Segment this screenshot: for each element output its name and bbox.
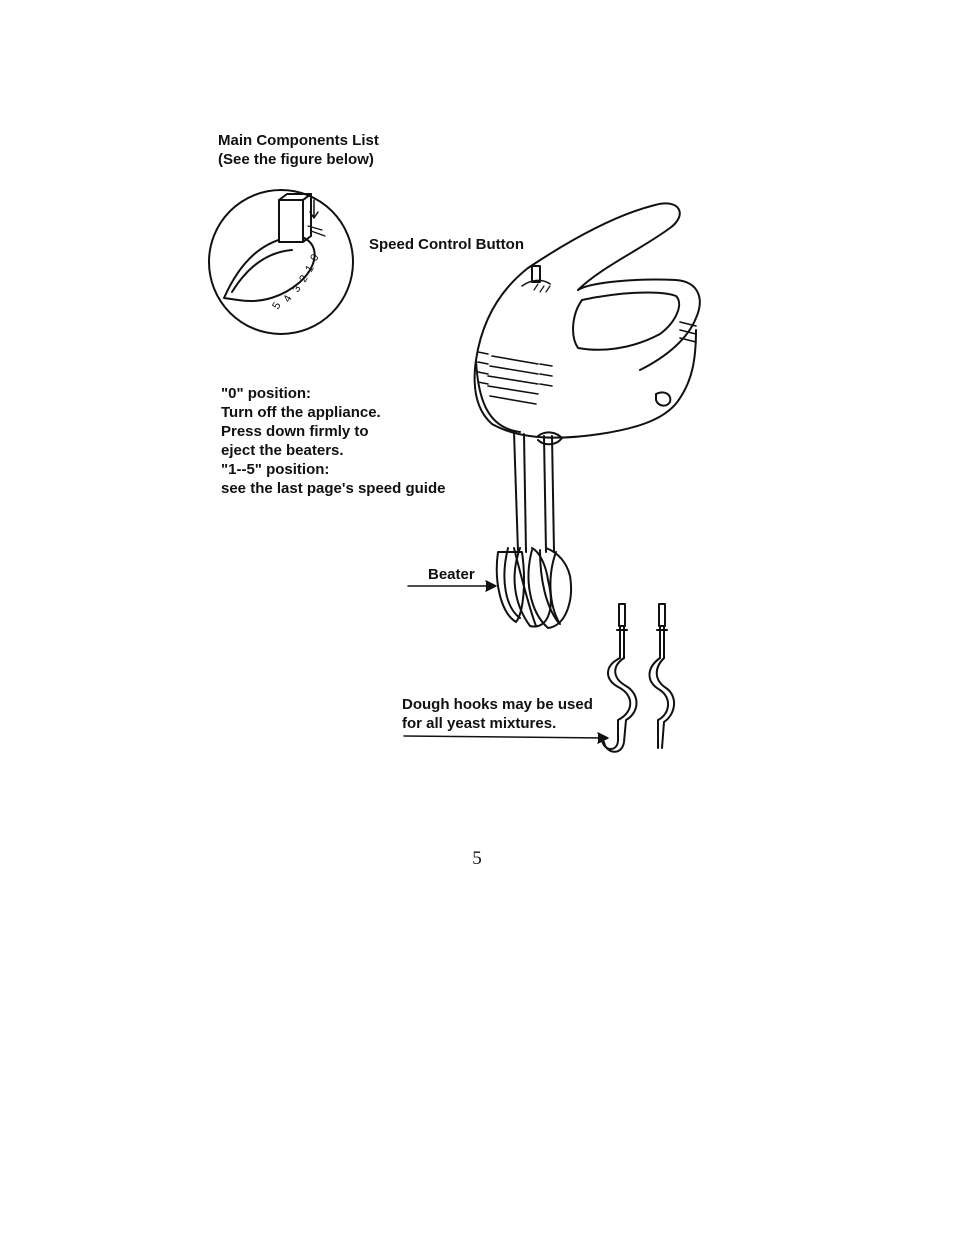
- position-note-line4: eject the beaters.: [221, 442, 344, 459]
- dough-hook-label: [402, 695, 593, 733]
- hand-mixer-icon: [475, 203, 700, 628]
- position-note-line6: see the last page's speed guide: [221, 480, 446, 497]
- position-note-line2: Turn off the appliance.: [221, 404, 381, 421]
- speed-dial-closeup-icon: [209, 190, 353, 334]
- dough-hook-label-line1: Dough hooks may be used: [402, 696, 593, 713]
- components-header-line1: Main Components List: [218, 132, 379, 149]
- position-note-line3: Press down firmly to: [221, 423, 369, 440]
- svg-text:2: 2: [297, 273, 311, 285]
- position-notes: [221, 384, 445, 498]
- page-number: 5: [472, 848, 482, 869]
- svg-text:0: 0: [308, 252, 322, 264]
- position-note-line1: "0" position:: [221, 385, 312, 402]
- components-header-line2: (See the figure below): [218, 151, 374, 168]
- svg-text:4: 4: [281, 293, 295, 305]
- position-note-line5: "1--5" position:: [221, 461, 330, 478]
- beater-label: Beater: [428, 566, 475, 583]
- dough-hook-arrow: [404, 733, 608, 743]
- svg-text:1: 1: [303, 263, 317, 275]
- svg-text:3: 3: [290, 283, 304, 295]
- dough-hook-icon: [602, 604, 674, 752]
- svg-text:5: 5: [270, 300, 284, 312]
- dough-hook-label-line2: for all yeast mixtures.: [402, 715, 557, 732]
- components-header: [218, 131, 379, 169]
- speed-control-label: Speed Control Button: [369, 236, 524, 253]
